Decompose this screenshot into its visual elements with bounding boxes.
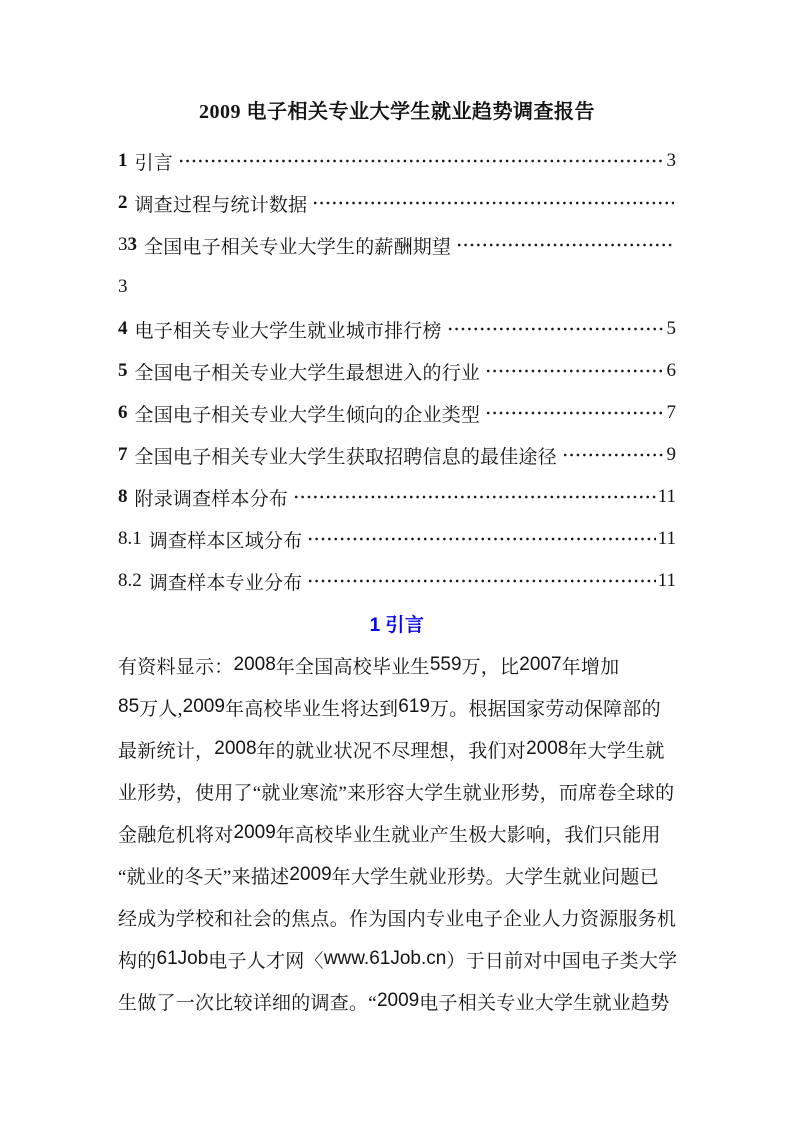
document-content [118,98,676,1022]
toc-entry-page-number: 6 [666,360,676,381]
latin-text: www.61Job.cn [323,948,447,969]
section-heading-label: 1 引言 [369,614,425,636]
toc-entry-page-number: 11 [657,570,676,591]
toc-entry-page-number: 7 [666,402,676,423]
latin-text: 2008 [526,738,569,759]
table-of-contents [118,140,676,602]
body-text-line: “就业的冬天”来描述 2009 年大学生就业形势。大学生就业问题已 [118,864,659,888]
toc-entry-number: 8 [118,486,128,507]
toc-entry-page-number: 11 [657,528,676,549]
toc-entry[interactable] [118,182,676,224]
latin-text: 2009 [289,864,332,885]
toc-dot-leader [176,140,665,182]
toc-entry-label: 全国电子相关专业大学生最想进入的行业 [134,362,481,384]
toc-entry[interactable] [118,308,676,350]
toc-entry[interactable] [118,392,676,434]
latin-text: 2009 [376,990,420,1011]
toc-entry-number: 3 [127,234,137,255]
toc-entry-page-number: 9 [666,444,676,465]
body-text-line: 有资料显示： 2008 年全国高校毕业生 559 万，比 2007 年增加 [118,654,620,678]
toc-dot-leader [560,434,665,476]
toc-entry-number: 8.1 [118,528,142,549]
latin-text: 559 [429,654,462,675]
toc-dot-leader [483,350,664,392]
toc-entry-page-number: 5 [666,318,676,339]
toc-entry[interactable] [118,140,676,182]
toc-entry-number: 5 [118,360,128,381]
toc-entry-label: 全国电子相关专业大学生获取招聘信息的最佳途径 [134,446,557,468]
section-heading-intro [118,602,676,644]
toc-entry-label: 电子相关专业大学生就业城市排行榜 [134,320,442,342]
toc-entry[interactable] [118,266,676,308]
toc-entry[interactable] [118,476,676,518]
toc-entry-label: 调查过程与统计数据 [134,194,308,216]
latin-text: 2009 [182,696,225,717]
toc-entry-label: 调查样本区域分布 [148,530,303,552]
latin-text: 61Job [156,948,209,969]
toc-dot-leader [310,182,674,224]
toc-dot-leader [305,518,655,560]
toc-entry-number: 7 [118,444,128,465]
toc-entry[interactable] [118,350,676,392]
toc-entry-label: 全国电子相关专业大学生的薪酬期望 [144,236,452,258]
toc-entry-number: 2 [118,192,128,213]
toc-entry-number: 6 [118,402,128,423]
latin-text: 619 [398,696,430,717]
toc-dot-leader [454,224,674,266]
intro-paragraph [118,644,676,1022]
toc-entry[interactable] [118,434,676,476]
toc-dot-leader [445,308,665,350]
latin-text: 2008 [233,654,276,675]
latin-text: 2009 [233,822,276,843]
toc-entry-page-number: 3 [666,150,676,171]
latin-text: 1 [369,614,381,636]
toc-entry-number: 1 [118,150,128,171]
body-text-line: 经成为学校和社会的焦点。作为国内专业电子企业人力资源服务机 [118,908,677,930]
toc-entry-label: 全国电子相关专业大学生倾向的企业类型 [134,404,481,426]
body-text-line: 业形势，使用了“就业寒流”来形容大学生就业形势，而席卷全球的 [118,782,675,804]
toc-wrapped-page-number: 3 [118,276,128,297]
document-title: 2009 电子相关专业大学生就业趋势调查报告 [199,101,595,123]
body-text-line: 最新统计， 2008 年的就业状况不尽理想，我们对 2008 年大学生就 [118,738,665,762]
latin-text: 2008 [214,738,257,759]
toc-entry[interactable] [118,518,676,560]
latin-text: 85 [118,696,140,717]
body-text-line: 构的 61Job 电子人才网〈 www.61Job.cn ）于日前对中国电子类大学 [118,948,678,972]
toc-wrapped-page-number: 3 [118,234,128,255]
toc-entry-page-number: 11 [657,486,676,507]
toc-entry-label: 附录调查样本分布 [134,488,289,510]
toc-entry-label: 引言 [134,152,173,174]
toc-entry[interactable] [118,560,676,602]
toc-dot-leader [291,476,656,518]
latin-text: 2007 [519,654,562,675]
toc-entry-label: 调查样本专业分布 [148,572,303,594]
toc-entry[interactable] [118,224,676,266]
toc-dot-leader [305,560,655,602]
toc-dot-leader [483,392,664,434]
body-text-line: 金融危机将对 2009 年高校毕业生就业产生极大影响，我们只能用 [118,822,661,846]
body-text-line: 生做了一次比较详细的调查。“ 2009 电子相关专业大学生就业趋势 [118,990,670,1014]
toc-entry-number: 8.2 [118,570,142,591]
toc-entry-number: 4 [118,318,128,339]
body-text-line: 85 万人, 2009 年高校毕业生将达到 619 万。根据国家劳动保障部的 [118,696,661,720]
